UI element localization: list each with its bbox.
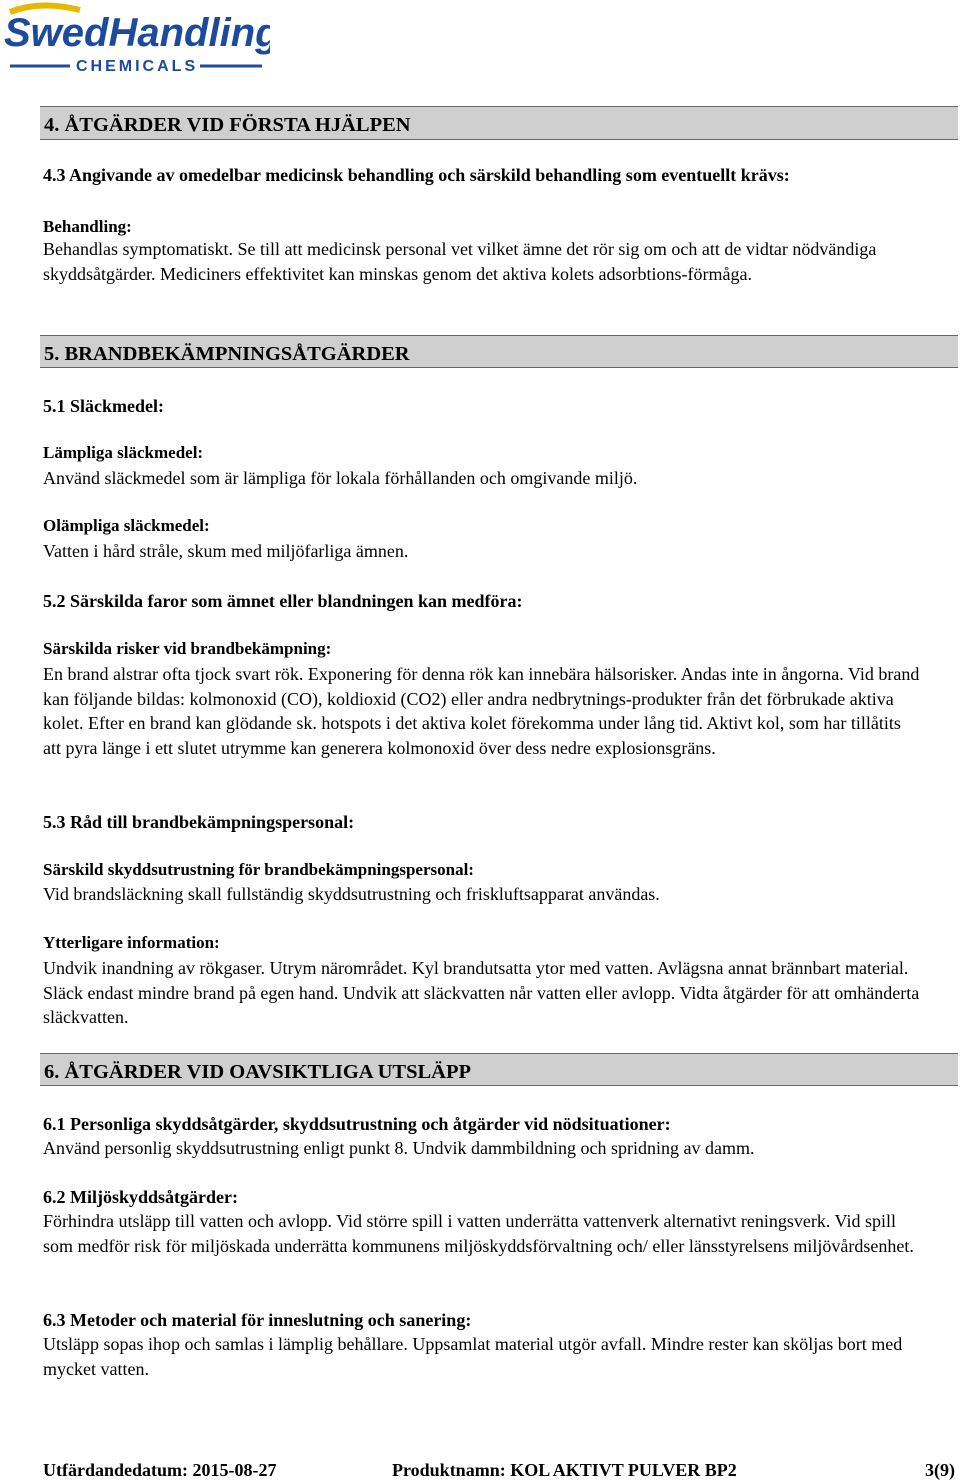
subsection-6-3-title: 6.3 Metoder och material för inneslutning och sanering:: [43, 1310, 472, 1330]
subsection-5-2-title: 5.2 Särskilda faror som ämnet eller blandningen kan medföra:: [43, 591, 523, 611]
subsection-6-3-text: Utsläpp sopas ihop och samlas i lämplig behållare. Uppsamlat material utgör avfall. Mindre rester kan sköljas bort med mycket vatten.: [43, 1334, 903, 1379]
page-footer: [43, 1460, 955, 1484]
logo-brand: SwedHandling: [4, 11, 270, 55]
issue-date-value: 2015-08-27: [192, 1460, 277, 1480]
page-number: 3(9): [925, 1460, 955, 1480]
suitable-agents-label: Lämpliga släckmedel:: [43, 443, 204, 462]
issue-date: [43, 1460, 277, 1481]
protective-equipment-text: Vid brandsläckning skall fullständig skyddsutrustning och friskluftsapparat användas.: [43, 884, 660, 904]
section-5-title: 5. BRANDBEKÄMPNINGSÅTGÄRDER: [44, 343, 410, 365]
subsection-6-2-text: Förhindra utsläpp till vatten och avlopp. Vid större spill i vatten underrätta vattenverk alternativt reningsverk. Vid spill som medför risk för miljöskada underrätta kommunens miljöskyddsförvaltning och/ eller länsstyrelsens miljövårdsenhet.: [43, 1211, 914, 1256]
subsection-4-3-title: 4.3 Angivande av omedelbar medicinsk behandling och särskild behandling som eventuellt krävs:: [43, 165, 790, 185]
additional-info-label: Ytterligare information:: [43, 933, 220, 952]
suitable-agents-text: Använd släckmedel som är lämpliga för lokala förhållanden och omgivande miljö.: [43, 468, 638, 488]
treatment-label: Behandling:: [43, 217, 132, 236]
section-4-title: 4. ÅTGÄRDER VID FÖRSTA HJÄLPEN: [44, 114, 411, 136]
product-name: [392, 1460, 737, 1481]
subsection-6-2-title: 6.2 Miljöskyddsåtgärder:: [43, 1187, 238, 1207]
product-name-label: Produktnamn:: [392, 1460, 506, 1480]
additional-info-text: Undvik inandning av rökgaser. Utrym närområdet. Kyl brandutsatta ytor med vatten. Avlägsna annat brännbart material. Släck endast mindre brand på egen hand. Undvik att släckvatten når vatten eller avlopp. Vidta åtgärder för att omhänderta släckvatten.: [43, 958, 920, 1027]
fire-risks-label: Särskilda risker vid brandbekämpning:: [43, 639, 332, 658]
subsection-6-1-title: 6.1 Personliga skyddsåtgärder, skyddsutrustning och åtgärder vid nödsituationer:: [43, 1114, 671, 1134]
treatment-text: Behandlas symptomatiskt. Se till att medicinsk personal vet vilket ämne det rör sig om och att de vidtar nödvändiga skyddsåtgärder. Mediciners effektivitet kan minskas genom det aktiva kolets adsorbtions-förmåga.: [43, 239, 877, 284]
unsuitable-agents-text: Vatten i hård stråle, skum med miljöfarliga ämnen.: [43, 541, 409, 561]
protective-equipment-label: Särskild skyddsutrustning för brandbekämpningspersonal:: [43, 860, 474, 879]
unsuitable-agents-label: Olämpliga släckmedel:: [43, 516, 210, 535]
subsection-5-3-title: 5.3 Råd till brandbekämpningspersonal:: [43, 812, 355, 832]
section-4-heading: [40, 106, 958, 140]
fire-risks-text: En brand alstrar ofta tjock svart rök. Exponering för denna rök kan innebära hälsorisker. Andas inte in ångorna. Vid brand kan följande bildas: kolmonoxid (CO), koldioxid (CO2) eller andra nedbrytnings-produkter från det förbrukade aktiva kolet. Efter en brand kan glödande sk. hotspots i det aktiva kolet förekomma under lång tid. Aktivt kol, som har tillåtits att pyra länge i ett slutet utrymme kan generera kolmonoxid över dess nedre explosionsgräns.: [43, 664, 920, 758]
product-name-value: KOL AKTIVT PULVER BP2: [510, 1460, 737, 1480]
logo-tagline: CHEMICALS: [76, 58, 199, 75]
subsection-6-1-text: Använd personlig skyddsutrustning enligt punkt 8. Undvik dammbildning och spridning av damm.: [43, 1138, 755, 1158]
logo-graphic: [0, 0, 270, 80]
company-logo: [0, 0, 270, 80]
section-6-title: 6. ÅTGÄRDER VID OAVSIKTLIGA UTSLÄPP: [44, 1061, 471, 1083]
section-5-heading: [40, 335, 958, 368]
subsection-5-1-title: 5.1 Släckmedel:: [43, 396, 164, 416]
section-6-heading: [40, 1053, 958, 1086]
issue-date-label: Utfärdandedatum:: [43, 1460, 189, 1480]
